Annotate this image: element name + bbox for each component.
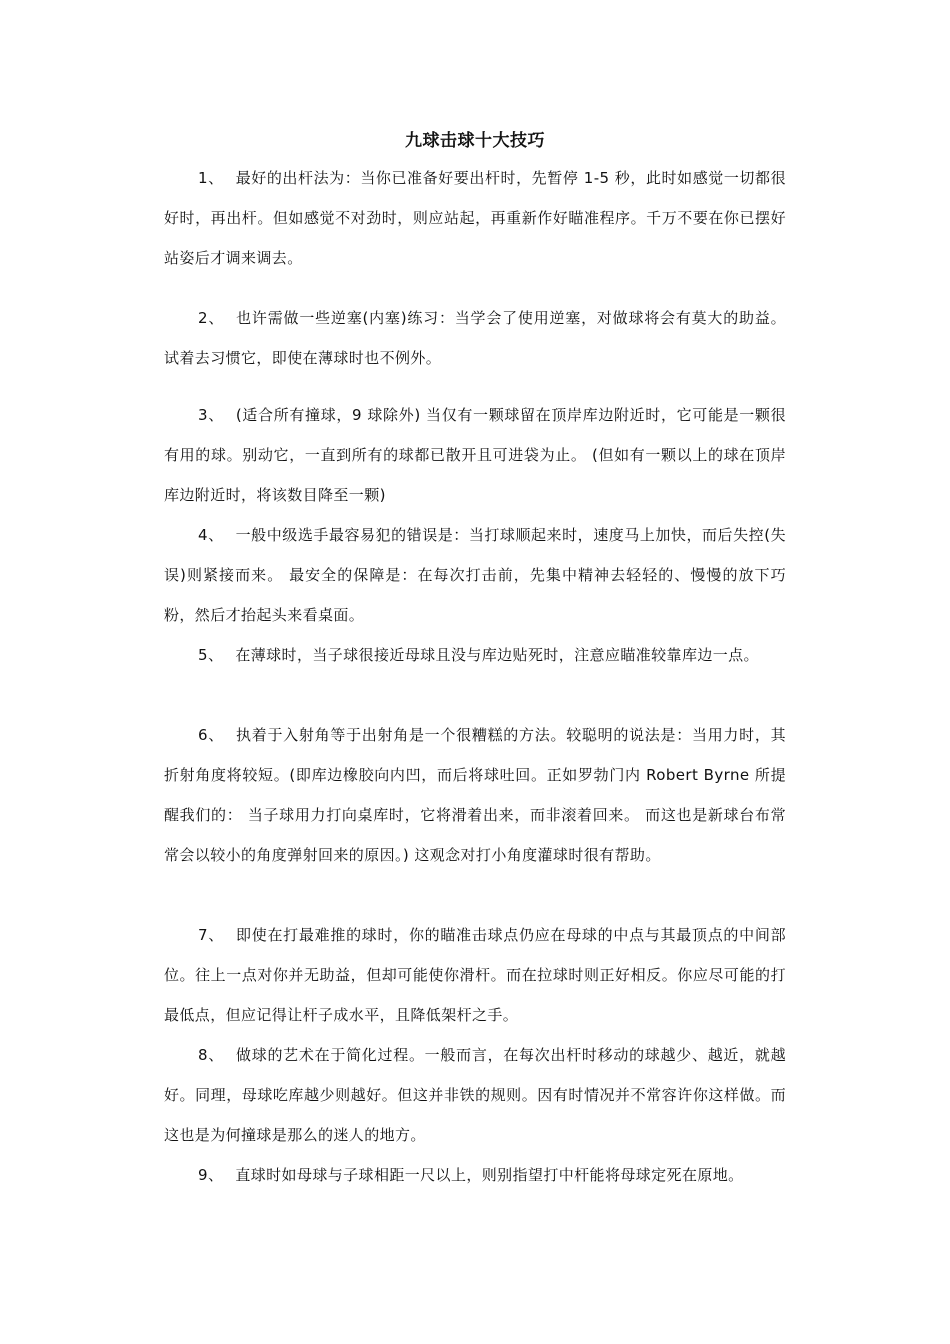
tip-item-6 xyxy=(164,715,786,875)
tip-text: 在薄球时，当子球很接近母球且没与库边贴死时，注意应瞄准较靠库边一点。 xyxy=(235,646,759,664)
tip-number: 8、 xyxy=(198,1046,224,1064)
tip-number: 1、 xyxy=(198,169,224,187)
tip-number: 2、 xyxy=(198,309,225,327)
tip-number: 3、 xyxy=(198,406,224,424)
document-title: 九球击球十大技巧 xyxy=(405,131,545,151)
tip-number: 4、 xyxy=(198,526,224,544)
tip-item-7 xyxy=(164,915,786,1035)
tip-text: 直球时如母球与子球相距一尺以上，则别指望打中杆能将母球定死在原地。 xyxy=(235,1166,744,1184)
tip-text: 即使在打最难推的球时，你的瞄准击球点仍应在母球的中点与其最顶点的中间部位。往上一点对你并无助益，但却可能使你滑杆。而在拉球时则正好相反。你应尽可能的打最低点，但应记得让杆子成水平，且降低架杆之手。 xyxy=(164,926,786,1024)
tip-item-1 xyxy=(164,158,786,278)
tip-text: 也许需做一些逆塞(内塞)练习：当学会了使用逆塞，对做球将会有莫大的助益。试着去习惯它，即使在薄球时也不例外。 xyxy=(164,309,787,367)
tip-number: 6、 xyxy=(198,726,224,744)
tip-text: 最好的出杆法为：当你已准备好要出杆时，先暂停 1-5 秒，此时如感觉一切都很好时，再出杆。但如感觉不对劲时，则应站起，再重新作好瞄准程序。千万不要在你已摆好站姿后才调来调去。 xyxy=(164,169,786,267)
tip-item-3 xyxy=(164,395,786,515)
tip-text: 执着于入射角等于出射角是一个很糟糕的方法。较聪明的说法是：当用力时，其折射角度将较短。(即库边橡胶向内凹，而后将球吐回。正如罗勃门内 Robert Byrne 所提醒我们的： 当子球用力打向桌库时，它将滑着出来，而非滚着回来。 而这也是新球台布常常会以较小的角度弹射回来的原因。) 这观念对打小角度灌球时很有帮助。 xyxy=(164,726,786,864)
tip-number: 5、 xyxy=(198,646,224,664)
tip-number: 7、 xyxy=(198,926,224,944)
tip-item-9 xyxy=(164,1155,786,1195)
tip-item-8 xyxy=(164,1035,786,1155)
tip-item-2 xyxy=(164,298,786,378)
tip-text: 一般中级选手最容易犯的错误是：当打球顺起来时，速度马上加快，而后失控(失误)则紧接而来。 最安全的保障是：在每次打击前，先集中精神去轻轻的、慢慢的放下巧粉，然后才抬起头来看桌面。 xyxy=(164,526,786,624)
tip-text: 做球的艺术在于简化过程。一般而言，在每次出杆时移动的球越少、越近，就越好。同理，母球吃库越少则越好。但这并非铁的规则。因有时情况并不常容许你这样做。而这也是为何撞球是那么的迷人的地方。 xyxy=(164,1046,786,1144)
tip-number: 9、 xyxy=(198,1166,224,1184)
tip-text: (适合所有撞球，9 球除外) 当仅有一颗球留在顶岸库边附近时，它可能是一颗很有用的球。别动它，一直到所有的球都已散开且可进袋为止。 (但如有一颗以上的球在顶岸库边附近时，将该数目降至一颗) xyxy=(164,406,786,504)
tip-item-4 xyxy=(164,515,786,635)
tip-item-5 xyxy=(164,635,786,675)
